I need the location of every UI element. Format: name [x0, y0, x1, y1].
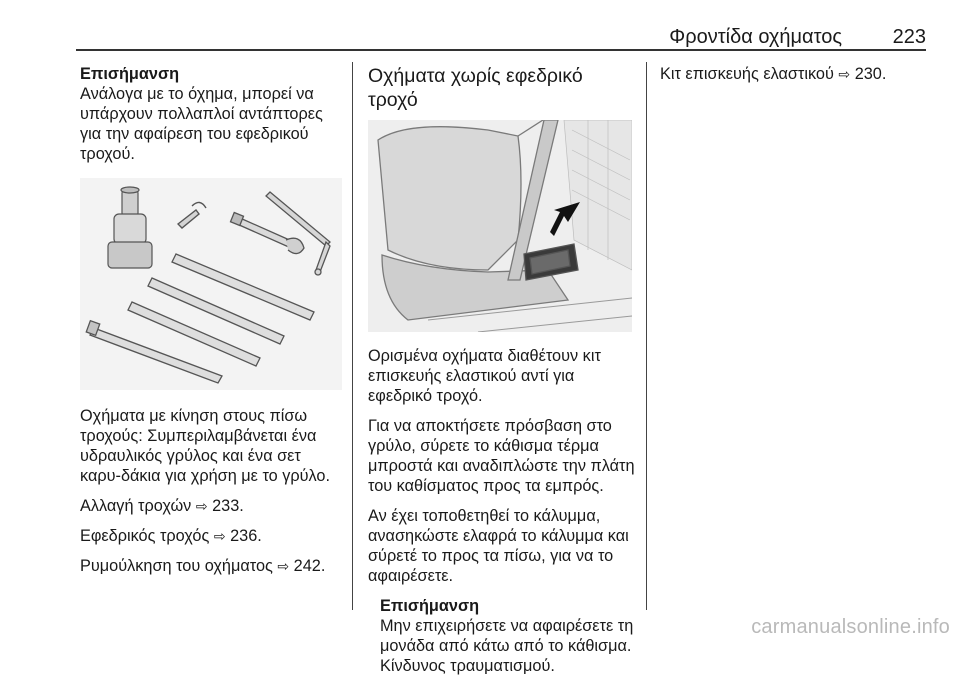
- page-header: [0, 0, 960, 52]
- header-rule: [76, 49, 926, 51]
- column-middle: [368, 64, 636, 676]
- ref-page: 236.: [230, 527, 262, 545]
- note-body: Μην επιχειρήσετε να αφαιρέσετε τη μονάδα από κάτω από το κάθισμα. Κίνδυνος τραυματισμού.: [380, 617, 634, 675]
- paragraph-access-jack: Για να αποκτήσετε πρόσβαση στο γρύλο, σύρετε το κάθισμα τέρμα μπροστά και αναδιπλώστε την πλάτη του καθίσματος προς τα εμπρός.: [368, 417, 635, 495]
- column-divider: [646, 62, 647, 610]
- ref-arrow-icon: ⇨: [213, 528, 226, 544]
- seat-compartment-illustration: [368, 120, 632, 332]
- jack-tools-illustration: [80, 178, 342, 390]
- ref-label: Εφεδρικός τροχός: [80, 527, 210, 545]
- ref-label: Αλλαγή τροχών: [80, 497, 192, 515]
- section-title: Οχήματα χωρίς εφεδρικό τροχό: [368, 65, 583, 111]
- paragraph-rwd: Οχήματα με κίνηση στους πίσω τροχούς: Συμπεριλαμβάνεται ένα υδραυλικός γρύλος και ένα σετ καρυ-δάκια για χρήση με το γρύλο.: [80, 407, 331, 485]
- warning-note: [380, 596, 636, 676]
- ref-wheel-change[interactable]: [80, 496, 342, 516]
- ref-spare-wheel[interactable]: [80, 526, 342, 546]
- watermark: carmanualsonline.info: [751, 616, 950, 638]
- paragraph-remove-cover: Αν έχει τοποθετηθεί το κάλυμμα, ανασηκώστε ελαφρά το κάλυμμα και σύρετέ το προς τα πίσω, για να το αφαιρέσετε.: [368, 507, 629, 585]
- column-right: [660, 64, 930, 94]
- note-title: Επισήμανση: [380, 597, 480, 615]
- ref-arrow-icon: ⇨: [277, 558, 290, 574]
- ref-arrow-icon: ⇨: [195, 498, 208, 514]
- ref-label: Ρυμούλκηση του οχήματος: [80, 557, 273, 575]
- page-number: 223: [892, 26, 926, 48]
- ref-label: Κιτ επισκευής ελαστικού: [660, 65, 834, 83]
- ref-page: 242.: [293, 557, 326, 575]
- page-title: Φροντίδα οχήματος: [669, 26, 842, 48]
- ref-arrow-icon: ⇨: [838, 66, 851, 82]
- paragraph-repair-kit: Ορισμένα οχήματα διαθέτουν κιτ επισκευής ελαστικού αντί για εφεδρικό τροχό.: [368, 347, 601, 405]
- ref-tyre-repair-kit[interactable]: [660, 64, 930, 84]
- note-title: Επισήμανση: [80, 65, 180, 83]
- note-body: Ανάλογα με το όχημα, μπορεί να υπάρχουν πολλαπλοί αντάπτορες για την αφαίρεση του εφεδρικού τροχού.: [80, 85, 323, 163]
- column-left: [80, 64, 342, 586]
- ref-towing[interactable]: [80, 556, 342, 576]
- ref-page: 233.: [212, 497, 244, 515]
- column-divider: [352, 62, 353, 610]
- ref-page: 230.: [854, 65, 887, 83]
